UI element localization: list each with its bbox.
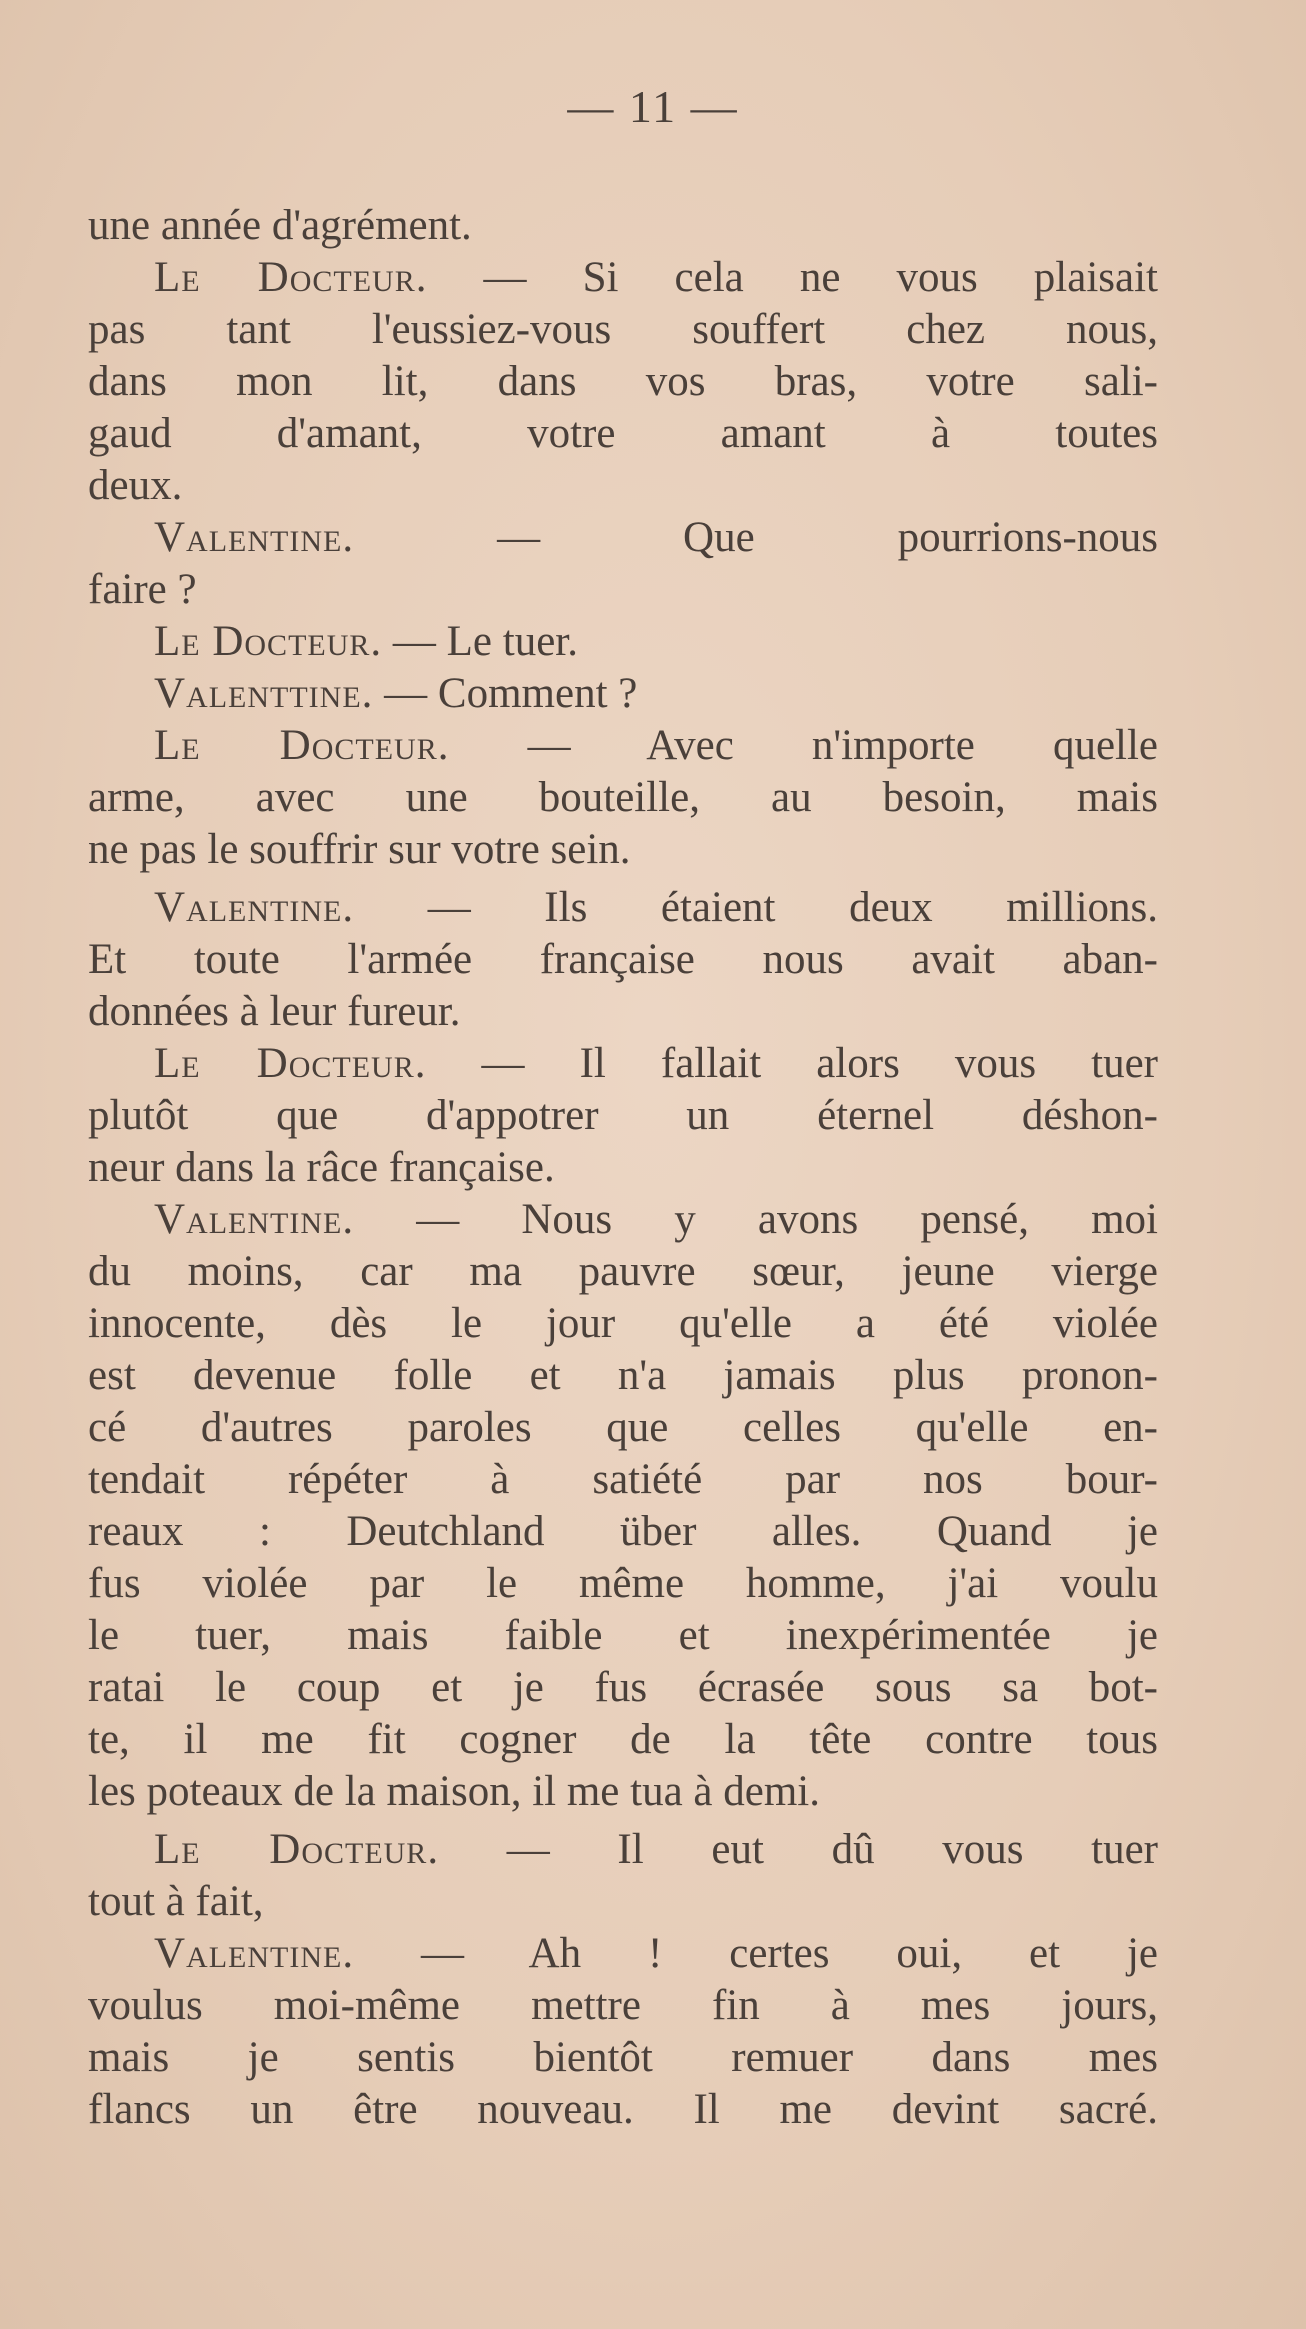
text-line bbox=[88, 460, 1158, 512]
line-text: — Avec n'importe quelle bbox=[527, 722, 1159, 769]
speaker-name: Valentine. bbox=[154, 1930, 355, 1977]
dialogue-line-with-speaker bbox=[88, 720, 1158, 772]
line-text: mais je sentis bientôt remuer dans mes bbox=[88, 2034, 1158, 2081]
speaker-name: Valentine. bbox=[154, 1196, 355, 1243]
text-line bbox=[88, 2084, 1158, 2136]
line-text: deux. bbox=[88, 462, 183, 509]
line-text: le tuer, mais faible et inexpérimentée je bbox=[88, 1612, 1158, 1659]
line-text: — Comment ? bbox=[384, 670, 638, 717]
dialogue-line-with-speaker bbox=[88, 882, 1158, 934]
line-text: cé d'autres paroles que celles qu'elle en- bbox=[88, 1404, 1158, 1451]
dialogue-line-with-speaker bbox=[88, 616, 1158, 668]
text-line bbox=[88, 200, 1158, 252]
text-line bbox=[88, 824, 1158, 876]
text-line bbox=[88, 1714, 1158, 1766]
dialogue-line-with-speaker bbox=[88, 1824, 1158, 1876]
line-text: une année d'agrément. bbox=[88, 202, 472, 249]
dialogue-line-with-speaker bbox=[88, 1928, 1158, 1980]
speaker-name: Valentine. bbox=[154, 884, 355, 931]
line-text: gaud d'amant, votre amant à toutes bbox=[88, 410, 1158, 457]
line-text: reaux : Deutchland über alles. Quand je bbox=[88, 1508, 1158, 1555]
line-text: voulus moi-même mettre fin à mes jours, bbox=[88, 1982, 1158, 2029]
line-text: tendait répéter à satiété par nos bour- bbox=[88, 1456, 1158, 1503]
speaker-name: Le Docteur. bbox=[154, 618, 383, 665]
line-text: arme, avec une bouteille, au besoin, mais bbox=[88, 774, 1158, 821]
line-text: ne pas le souffrir sur votre sein. bbox=[88, 826, 631, 873]
line-text: du moins, car ma pauvre sœur, jeune vierge bbox=[88, 1248, 1158, 1295]
line-text: — Il fallait alors vous tuer bbox=[481, 1040, 1158, 1087]
speaker-name: Le Docteur. bbox=[154, 1826, 440, 1873]
text-line bbox=[88, 304, 1158, 356]
line-text: pas tant l'eussiez-vous souffert chez nous, bbox=[88, 306, 1158, 353]
line-text: — Nous y avons pensé, moi bbox=[416, 1196, 1158, 1243]
speaker-name: Valentine. bbox=[154, 514, 355, 561]
text-line bbox=[88, 772, 1158, 824]
line-text: fus violée par le même homme, j'ai voulu bbox=[88, 1560, 1158, 1607]
page-number: — 11 — bbox=[567, 81, 739, 132]
line-text: est devenue folle et n'a jamais plus pronon- bbox=[88, 1352, 1158, 1399]
dialogue-line-with-speaker bbox=[88, 668, 1158, 720]
text-line bbox=[88, 564, 1158, 616]
line-text: — Que pourrions-nous bbox=[497, 514, 1159, 561]
text-line bbox=[88, 1506, 1158, 1558]
dialogue-line-with-speaker bbox=[88, 1038, 1158, 1090]
speaker-name: Valenttine. bbox=[154, 670, 374, 717]
text-line bbox=[88, 356, 1158, 408]
page-body-text bbox=[88, 200, 1158, 2136]
line-text: flancs un être nouveau. Il me devint sacré. bbox=[88, 2086, 1158, 2133]
speaker-name: Le Docteur. bbox=[154, 722, 450, 769]
dialogue-line-with-speaker bbox=[88, 512, 1158, 564]
text-line bbox=[88, 1558, 1158, 1610]
line-text: tout à fait, bbox=[88, 1878, 264, 1925]
text-line bbox=[88, 1350, 1158, 1402]
text-line bbox=[88, 1454, 1158, 1506]
text-line bbox=[88, 1402, 1158, 1454]
line-text: — Ils étaient deux millions. bbox=[427, 884, 1159, 931]
text-line bbox=[88, 408, 1158, 460]
text-line bbox=[88, 1980, 1158, 2032]
text-line bbox=[88, 1090, 1158, 1142]
line-text: innocente, dès le jour qu'elle a été violée bbox=[88, 1300, 1158, 1347]
text-line bbox=[88, 2032, 1158, 2084]
line-text: ratai le coup et je fus écrasée sous sa bot- bbox=[88, 1664, 1158, 1711]
text-line bbox=[88, 1298, 1158, 1350]
dialogue-line-with-speaker bbox=[88, 1194, 1158, 1246]
line-text: les poteaux de la maison, il me tua à demi. bbox=[88, 1768, 820, 1815]
line-text: Et toute l'armée française nous avait aban- bbox=[88, 936, 1158, 983]
line-text: te, il me fit cogner de la tête contre tous bbox=[88, 1716, 1158, 1763]
text-line bbox=[88, 1766, 1158, 1818]
line-text: — Le tuer. bbox=[392, 618, 578, 665]
line-text: — Il eut dû vous tuer bbox=[506, 1826, 1158, 1873]
line-text: neur dans la râce française. bbox=[88, 1144, 555, 1191]
line-text: données à leur fureur. bbox=[88, 988, 461, 1035]
text-line bbox=[88, 986, 1158, 1038]
line-text: — Ah ! certes oui, et je bbox=[421, 1930, 1158, 1977]
text-line bbox=[88, 1876, 1158, 1928]
text-line bbox=[88, 1142, 1158, 1194]
text-line bbox=[88, 1662, 1158, 1714]
line-text: faire ? bbox=[88, 566, 197, 613]
text-line bbox=[88, 1246, 1158, 1298]
speaker-name: Le Docteur. bbox=[154, 1040, 427, 1087]
dialogue-line-with-speaker bbox=[88, 252, 1158, 304]
line-text: plutôt que d'appotrer un éternel déshon- bbox=[88, 1092, 1158, 1139]
line-text: dans mon lit, dans vos bras, votre sali- bbox=[88, 358, 1158, 405]
speaker-name: Le Docteur. bbox=[154, 254, 428, 301]
text-line bbox=[88, 1610, 1158, 1662]
line-text: — Si cela ne vous plaisait bbox=[483, 254, 1158, 301]
text-line bbox=[88, 934, 1158, 986]
